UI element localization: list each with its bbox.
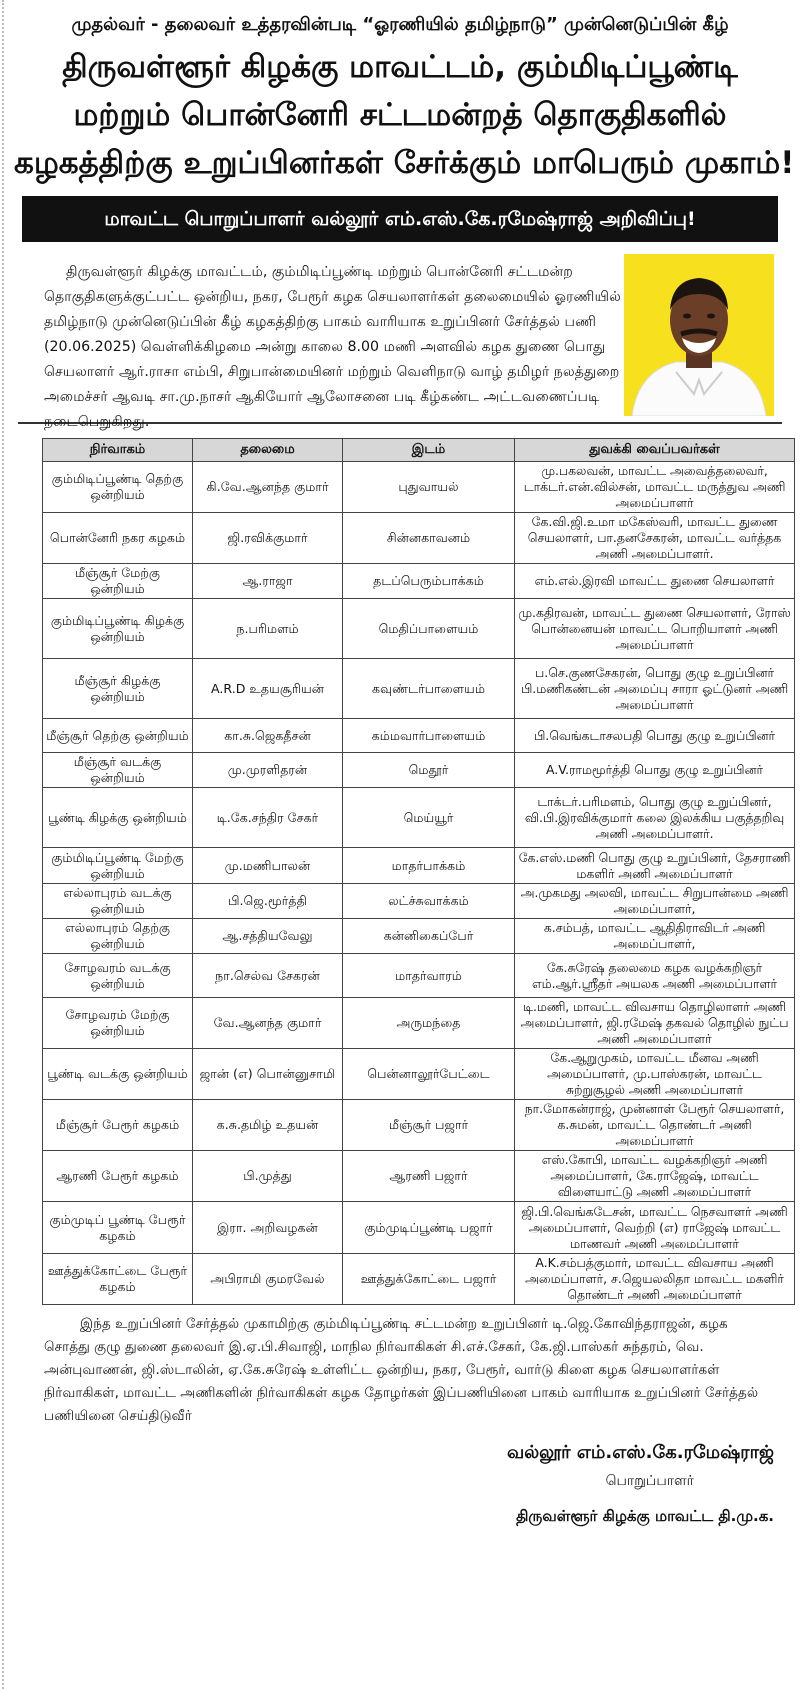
closing-paragraph: இந்த உறுப்பினர் சேர்த்தல் முகாமிற்கு கும்மிடிப்பூண்டி சட்டமன்ற உறுப்பினர் டி.ஜெ.கோவிந்தராஜன், கழக சொத்து குழு துணை தலைவர் இ.ஏ.பி.சிவாஜி, மாநில நிர்வாகிகள் சி.எச்.சேகர், கே.ஜி.பாஸ்கர் சுந்தரம், வெ. அன்புவாணன், ஜி.ஸ்டாலின், ஏ.கே.சுரேஷ் உள்ளிட்ட ஒன்றிய, நகர, பேரூர், வார்டு கிளை கழக செயலாளர்கள் நிர்வாகிகள், மாவட்ட அணிகளின் நிர்வாகிகள் கழக தோழர்கள் இப்பணியினை பாகம் வாரியாக உறுப்பினர் சேர்த்தல் பணியினை செய்திடுவீர் bbox=[44, 1316, 759, 1424]
cell-inaugurators: கே.வி.ஜி.உமா மகேஸ்வரி, மாவட்ட துணை செயலாளர், பா.தனசேகரன், மாவட்ட வர்த்தக அணி அமைப்பாளர். bbox=[515, 513, 795, 564]
cell-unit: சோழவரம் வடக்கு ஒன்றியம் bbox=[43, 954, 193, 998]
cell-unit: எல்லாபுரம் தெற்கு ஒன்றியம் bbox=[43, 919, 193, 954]
cell-leader: ஆ.ராஜா bbox=[193, 564, 343, 599]
signature-name: வல்லூர் எம்.எஸ்.கே.ரமேஷ்ராஜ் bbox=[506, 1442, 774, 1463]
cell-inaugurators: கே.சுரேஷ் தலைமை கழக வழக்கறிஞர் எம்.ஆர்.ஸ்ரீதர் அயலக அணி அமைப்பாளர் bbox=[515, 954, 795, 998]
cell-inaugurators: அ.முகமது அலவி, மாவட்ட சிறுபான்மை அணி அமைப்பாளர், bbox=[515, 884, 795, 919]
cell-unit: கும்மிடிப்பூண்டி மேற்கு ஒன்றியம் bbox=[43, 848, 193, 884]
header-top-line: முதல்வர் - தலைவர் உத்தரவின்படி “ஓரணியில் தமிழ்நாடு” முன்னெடுப்பின் கீழ் bbox=[71, 14, 729, 35]
table-row bbox=[43, 753, 795, 788]
cell-leader: ஆ.சத்தியவேலு bbox=[193, 919, 343, 954]
table-row bbox=[43, 1151, 795, 1202]
cell-inaugurators: கே.ஆறுமுகம், மாவட்ட மீனவ அணி அமைப்பாளர், மு.பாஸ்கரன், மாவட்ட சுற்றுசூழல் அணி அமைப்பாளர் bbox=[515, 1049, 795, 1100]
headline-line-3: கழகத்திற்கு உறுப்பினர்கள் சேர்க்கும் மாபெரும் முகாம்! bbox=[14, 145, 795, 181]
cell-unit: ஆரணி பேரூர் கழகம் bbox=[43, 1151, 193, 1202]
cell-place: ஆரணி பஜார் bbox=[343, 1151, 515, 1202]
cell-place: மீஞ்சூர் பஜார் bbox=[343, 1100, 515, 1151]
table-row bbox=[43, 788, 795, 848]
cell-place: கம்மவார்பாளையம் bbox=[343, 719, 515, 753]
table-row bbox=[43, 1254, 795, 1305]
cell-leader: டி.கே.சந்திர சேகர் bbox=[193, 788, 343, 848]
table-header-row bbox=[43, 439, 795, 462]
cell-place: பென்னாலூர்பேட்டை bbox=[343, 1049, 515, 1100]
cell-inaugurators: டி.மணி, மாவட்ட விவசாய தொழிலாளர் அணி அமைப்பாளர், ஜி.ரமேஷ் தகவல் தொழில் நுட்ப அணி அமைப்பாளர் bbox=[515, 998, 795, 1049]
cell-place: சின்னகாவனம் bbox=[343, 513, 515, 564]
cell-leader: அபிராமி குமரவேல் bbox=[193, 1254, 343, 1305]
cell-place: கவுண்டர்பாளையம் bbox=[343, 659, 515, 719]
schedule-table bbox=[42, 438, 795, 1305]
cell-place: ஊத்துக்கோட்டை பஜார் bbox=[343, 1254, 515, 1305]
cell-unit: பூண்டி வடக்கு ஒன்றியம் bbox=[43, 1049, 193, 1100]
headline bbox=[14, 44, 795, 186]
cell-place: மெதிப்பாளையம் bbox=[343, 599, 515, 659]
cell-inaugurators: A.V.ராமமூர்த்தி பொது குழு உறுப்பினர் bbox=[515, 753, 795, 788]
table-row bbox=[43, 884, 795, 919]
cell-leader: ந.பரிமளம் bbox=[193, 599, 343, 659]
column-header-unit: நிர்வாகம் bbox=[43, 439, 193, 462]
signature-role: பொறுப்பாளர் bbox=[605, 1473, 694, 1489]
table-row bbox=[43, 659, 795, 719]
table-row bbox=[43, 998, 795, 1049]
cell-leader: ஜி.ரவிக்குமார் bbox=[193, 513, 343, 564]
cell-unit: மீஞ்சூர் கிழக்கு ஒன்றியம் bbox=[43, 659, 193, 719]
table-row bbox=[43, 1100, 795, 1151]
cell-unit: கும்மிடிப்பூண்டி தெற்கு ஒன்றியம் bbox=[43, 462, 193, 513]
cell-inaugurators: மு.கதிரவன், மாவட்ட துணை செயலாளர், ரோஸ் பொன்னையன் மாவட்ட பொறியாளர் அணி அமைப்பாளர் bbox=[515, 599, 795, 659]
cell-inaugurators: எஸ்.கோபி, மாவட்ட வழக்கறிஞர் அணி அமைப்பாளர், கே.ராஜேஷ், மாவட்ட விளையாட்டு அணி அமைப்பாளர் bbox=[515, 1151, 795, 1202]
cell-leader: மு.முரளிதரன் bbox=[193, 753, 343, 788]
cell-leader: ஜான் (எ) பொன்னுசாமி bbox=[193, 1049, 343, 1100]
cell-leader: கா.சு.ஜெகதீசன் bbox=[193, 719, 343, 753]
intro-paragraph: திருவள்ளூர் கிழக்கு மாவட்டம், கும்மிடிப்பூண்டி மற்றும் பொன்னேரி சட்டமன்ற தொகுதிகளுக்குட்பட்ட ஒன்றிய, நகர, பேரூர் கழக செயலாளர்கள் தலைமையில் ஓரணியில் தமிழ்நாடு முன்னெடுப்பின் கீழ் கழகத்திற்கு பாகம் வாரியாக உறுப்பினர் சேர்த்தல் பணி (20.06.2025) வெள்ளிக்கிழமை அன்று காலை 8.00 மணி அளவில் கழக துணை பொது செயலாளர் ஆர்.ராசா எம்பி, சிறுபான்மையினர் மற்றும் வெளிநாடு வாழ் தமிழர் நலத்துறை அமைச்சர் ஆவடி சா.மு.நாசர் ஆகியோர் ஆலோசனை படி கீழ்கண்ட அட்டவணைப்படி நடைபெறுகிறது. bbox=[44, 264, 621, 430]
cell-inaugurators: எம்.எல்.இரவி மாவட்ட துணை செயலாளர் bbox=[515, 564, 795, 599]
cell-inaugurators: நா.மோகன்ராஜ், முன்னாள் பேரூர் செயலாளர், க.சுமன், மாவட்ட தொண்டர் அணி அமைப்பாளர் bbox=[515, 1100, 795, 1151]
cell-unit: பொன்னேரி நகர கழகம் bbox=[43, 513, 193, 564]
cell-inaugurators: ஜி.பி.வெங்கடேசன், மாவட்ட நெசவாளர் அணி அமைப்பாளர், வெற்றி (எ) ராஜேஷ் மாவட்ட மாணவர் அணி அமைப்பாளர் bbox=[515, 1202, 795, 1254]
cell-leader: கி.வே.ஆனந்த குமார் bbox=[193, 462, 343, 513]
table-row bbox=[43, 462, 795, 513]
cell-place: மெய்யூர் bbox=[343, 788, 515, 848]
cell-unit: ஊத்துக்கோட்டை பேரூர் கழகம் bbox=[43, 1254, 193, 1305]
announcement-banner: மாவட்ட பொறுப்பாளர் வல்லூர் எம்.எஸ்.கே.ரமேஷ்ராஜ் அறிவிப்பு! bbox=[22, 196, 778, 242]
table-row bbox=[43, 513, 795, 564]
cell-place: கும்முடிப்பூண்டி பஜார் bbox=[343, 1202, 515, 1254]
table-row bbox=[43, 1202, 795, 1254]
table-row bbox=[43, 848, 795, 884]
page-edge-divider bbox=[2, 0, 4, 1689]
table-row bbox=[43, 719, 795, 753]
column-header-place: இடம் bbox=[343, 439, 515, 462]
cell-unit: மீஞ்சூர் தெற்கு ஒன்றியம் bbox=[43, 719, 193, 753]
cell-inaugurators: பி.வெங்கடாசலபதி பொது குழு உறுப்பினர் bbox=[515, 719, 795, 753]
column-header-leader: தலைமை bbox=[193, 439, 343, 462]
cell-place: கன்னிகைப்பேர் bbox=[343, 919, 515, 954]
cell-leader: நா.செல்வ சேகரன் bbox=[193, 954, 343, 998]
cell-unit: கும்மிடிப்பூண்டி கிழக்கு ஒன்றியம் bbox=[43, 599, 193, 659]
cell-leader: பி.முத்து bbox=[193, 1151, 343, 1202]
cell-place: புதுவாயல் bbox=[343, 462, 515, 513]
cell-unit: மீஞ்சூர் வடக்கு ஒன்றியம் bbox=[43, 753, 193, 788]
table-row bbox=[43, 564, 795, 599]
column-header-inaugurators: துவக்கி வைப்பவர்கள் bbox=[515, 439, 795, 462]
table-row bbox=[43, 599, 795, 659]
intro-section bbox=[18, 252, 782, 430]
cell-leader: இரா. அறிவழகன் bbox=[193, 1202, 343, 1254]
cell-unit: சோழவரம் மேற்கு ஒன்றியம் bbox=[43, 998, 193, 1049]
cell-unit: மீஞ்சூர் பேரூர் கழகம் bbox=[43, 1100, 193, 1151]
cell-leader: மு.மணிபாலன் bbox=[193, 848, 343, 884]
cell-leader: பி.ஜெ.மூர்த்தி bbox=[193, 884, 343, 919]
cell-inaugurators: மு.பகலவன், மாவட்ட அவைத்தலைவர், டாக்டர்.என்.வில்சன், மாவட்ட மருத்துவ அணி அமைப்பாளர் bbox=[515, 462, 795, 513]
cell-unit: மீஞ்சூர் மேற்கு ஒன்றியம் bbox=[43, 564, 193, 599]
cell-place: மாதர்வாரம் bbox=[343, 954, 515, 998]
cell-place: அருமந்தை bbox=[343, 998, 515, 1049]
table-row bbox=[43, 919, 795, 954]
cell-place: தடப்பெரும்பாக்கம் bbox=[343, 564, 515, 599]
cell-place: மாதர்பாக்கம் bbox=[343, 848, 515, 884]
signature-organization: திருவள்ளூர் கிழக்கு மாவட்ட தி.மு.க. bbox=[516, 1507, 774, 1525]
cell-leader: க.சு.தமிழ் உதயன் bbox=[193, 1100, 343, 1151]
headline-line-2: மற்றும் பொன்னேரி சட்டமன்றத் தொகுதிகளில் bbox=[73, 97, 727, 133]
headline-line-1: திருவள்ளூர் கிழக்கு மாவட்டம், கும்மிடிப்பூண்டி bbox=[62, 49, 738, 85]
cell-unit: எல்லாபுரம் வடக்கு ஒன்றியம் bbox=[43, 884, 193, 919]
cell-unit: பூண்டி கிழக்கு ஒன்றியம் bbox=[43, 788, 193, 848]
cell-inaugurators: A.K.சம்பத்குமார், மாவட்ட விவசாய அணி அமைப்பாளர், ச.ஜெயலலிதா மாவட்ட மகளிர் தொண்டர் அணி அமைப்பாளர் bbox=[515, 1254, 795, 1305]
cell-leader: வே.ஆனந்த குமார் bbox=[193, 998, 343, 1049]
cell-place: லட்ச்சுவாக்கம் bbox=[343, 884, 515, 919]
cell-inaugurators: டாக்டர்.பரிமளம், பொது குழு உறுப்பினர், வி.பி.இரவிக்குமார் கலை இலக்கிய பகுத்தறிவு அணி அமைப்பாளர். bbox=[515, 788, 795, 848]
cell-inaugurators: ப.செ.குணசேகரன், பொது குழு உறுப்பினர் பி.மணிகண்டன் அமைப்பு சாரா ஓட்டுனர் அணி அமைப்பாளர் bbox=[515, 659, 795, 719]
cell-unit: கும்முடிப் பூண்டி பேரூர் கழகம் bbox=[43, 1202, 193, 1254]
cell-leader: A.R.D உதயசூரியன் bbox=[193, 659, 343, 719]
cell-inaugurators: கே.எஸ்.மணி பொது குழு உறுப்பினர், தேசராணி மகளிர் அணி அமைப்பாளர் bbox=[515, 848, 795, 884]
person-portrait-icon bbox=[624, 254, 774, 416]
table-row bbox=[43, 954, 795, 998]
cell-inaugurators: க.சம்பத், மாவட்ட ஆதிதிராவிடர் அணி அமைப்பாளர், bbox=[515, 919, 795, 954]
cell-place: மெதூர் bbox=[343, 753, 515, 788]
table-row bbox=[43, 1049, 795, 1100]
